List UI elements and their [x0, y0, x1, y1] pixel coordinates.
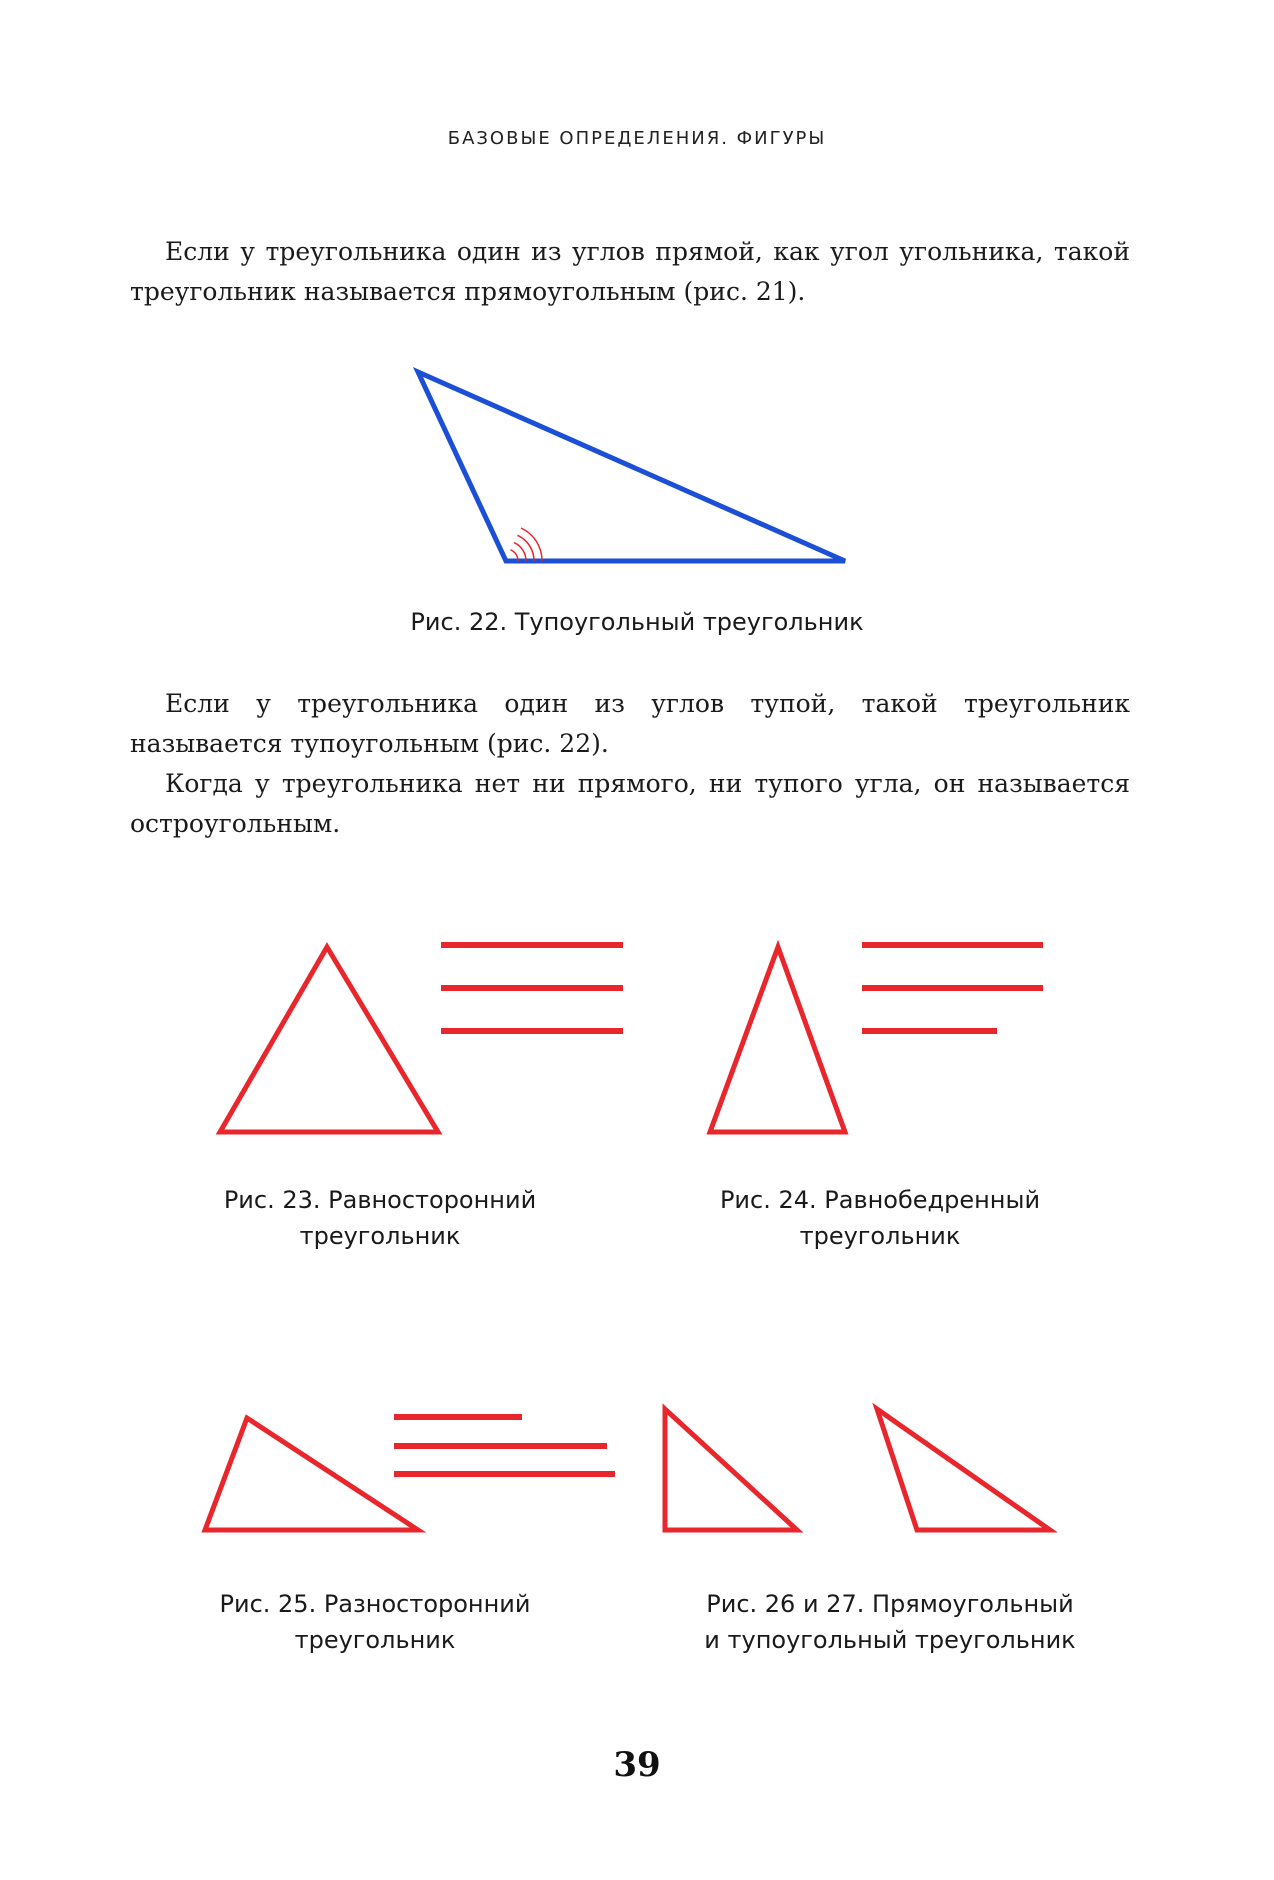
figure-26-right-triangle — [665, 1409, 797, 1530]
caption-line: треугольник — [294, 1626, 456, 1654]
obtuse-triangle-red — [877, 1409, 1050, 1530]
paragraph-text: Когда у треугольника нет ни прямого, ни тупого угла, он называется остроугольным. — [130, 769, 1130, 838]
paragraph-text: Если у треугольника один из углов прямой, как угол угольника, такой треугольник называется прямоугольным (рис. 21). — [130, 237, 1130, 306]
paragraph-text: Если у треугольника один из углов тупой, такой треугольник называется тупоугольным (рис. 22). — [130, 689, 1130, 758]
angle-arcs-mark — [511, 528, 543, 561]
paragraph-obtuse-acute — [130, 684, 1130, 844]
right-triangle — [665, 1409, 797, 1530]
caption-fig25 — [175, 1586, 575, 1658]
caption-line: Рис. 23. Равносторонний — [223, 1186, 537, 1214]
caption-line: Рис. 26 и 27. Прямоугольный — [706, 1590, 1074, 1618]
running-header: БАЗОВЫЕ ОПРЕДЕЛЕНИЯ. ФИГУРЫ — [447, 128, 827, 149]
obtuse-triangle-blue — [418, 372, 845, 561]
caption-line: треугольник — [299, 1222, 461, 1250]
figure-25-scalene — [205, 1417, 615, 1530]
caption-fig26-27 — [665, 1586, 1115, 1658]
equilateral-triangle — [220, 947, 438, 1132]
caption-line: Рис. 25. Разносторонний — [219, 1590, 531, 1618]
caption-line: Рис. 24. Равнобедренный — [719, 1186, 1041, 1214]
caption-fig24 — [680, 1182, 1080, 1254]
figure-24-isosceles — [710, 945, 1043, 1132]
caption-line: и тупоугольный треугольник — [704, 1626, 1076, 1654]
figure-22-obtuse-triangle — [418, 372, 845, 561]
scalene-triangle — [205, 1418, 418, 1530]
caption-line: треугольник — [799, 1222, 961, 1250]
figure-27-obtuse-triangle — [877, 1409, 1050, 1530]
figure-23-equilateral — [220, 945, 623, 1132]
caption-fig23 — [180, 1182, 580, 1254]
page-number: 39 — [613, 1745, 661, 1785]
isosceles-triangle — [710, 947, 845, 1132]
caption-fig22: Рис. 22. Тупоугольный треугольник — [410, 608, 864, 636]
